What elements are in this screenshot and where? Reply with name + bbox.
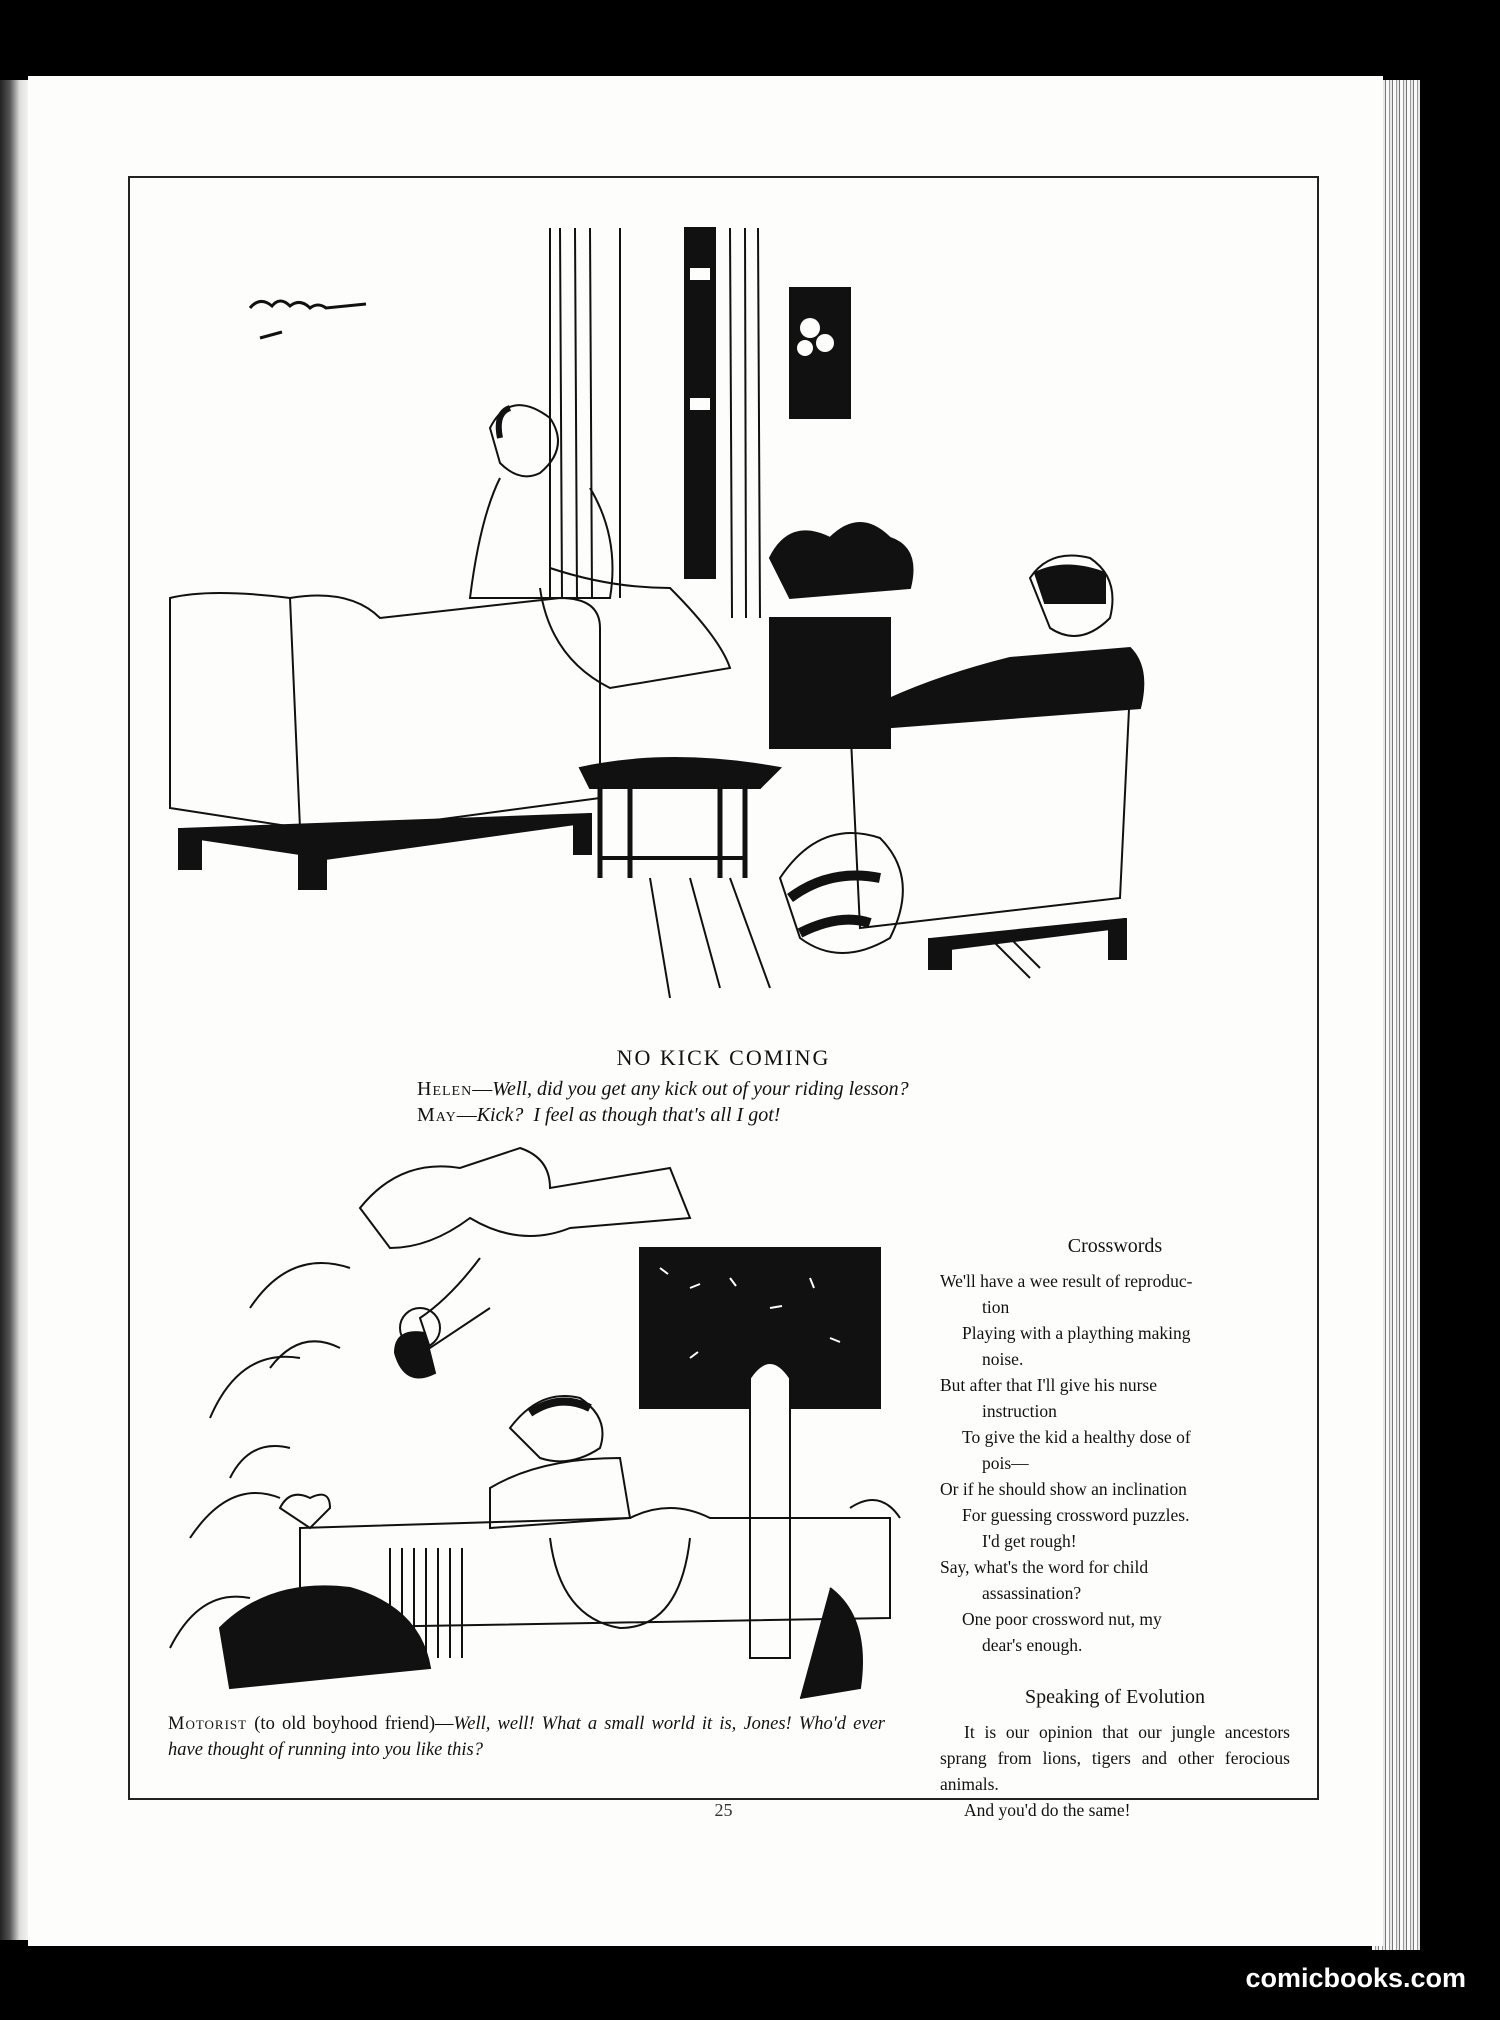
poem-line: Playing with a plaything making <box>962 1323 1191 1343</box>
motorist-line: Well, well! What a small world it is, Jones! Who'd ever have thought of running into you like this? <box>168 1714 885 1760</box>
helen-line: Well, did you get any kick out of your riding lesson? <box>492 1078 909 1100</box>
poem-line: For guessing crossword puzzles. <box>962 1505 1190 1525</box>
dialog-line-helen: Helen—Well, did you get any kick out of your riding lesson? <box>417 1078 909 1100</box>
dialog-line-may: May—Kick? I feel as though that's all I got! <box>417 1104 781 1126</box>
poem-line: To give the kid a healthy dose of <box>962 1427 1191 1447</box>
magazine-page <box>28 76 1383 1946</box>
may-line-a: Kick? <box>476 1104 524 1126</box>
poem-line: pois— <box>982 1453 1029 1473</box>
page-number: 25 <box>714 1800 733 1820</box>
book-spine <box>0 80 28 1940</box>
poem-line: We'll have a wee result of reproduc- <box>940 1271 1193 1291</box>
cartoon1-dialog <box>417 1076 909 1128</box>
cartoon1-title: NO KICK COMING <box>616 1045 831 1070</box>
may-line-b: I feel as though that's all I got! <box>533 1104 781 1126</box>
poem-line: noise. <box>982 1349 1024 1369</box>
motorist-aside: (to old boyhood friend)— <box>247 1714 454 1734</box>
crosswords-poem <box>940 1268 1290 1658</box>
poem-line: tion <box>982 1297 1010 1317</box>
page-border <box>128 176 1319 1820</box>
evolution-paragraph: It is our opinion that our jungle ancestors sprang from lions, tigers and other ferocious animals. <box>940 1722 1290 1794</box>
speaker-helen: Helen <box>417 1078 473 1100</box>
sidebar-column <box>940 1235 1290 1823</box>
poem-line: Or if he should show an inclination <box>940 1479 1187 1499</box>
speaker-may: May <box>417 1104 457 1126</box>
poem-line: Say, what's the word for child <box>940 1557 1149 1577</box>
poem-line: dear's enough. <box>982 1635 1083 1655</box>
poem-line: One poor crossword nut, my <box>962 1609 1162 1629</box>
crosswords-title: Crosswords <box>1067 1235 1163 1257</box>
site-watermark: comicbooks.com <box>1245 1963 1466 1993</box>
speaker-motorist: Motorist <box>168 1714 248 1734</box>
poem-line: I'd get rough! <box>982 1531 1077 1551</box>
poem-line: But after that I'll give his nurse <box>940 1375 1157 1395</box>
poem-line: assassination? <box>982 1583 1082 1603</box>
evolution-punchline: And you'd do the same! <box>964 1800 1131 1820</box>
evolution-title: Speaking of Evolution <box>1025 1686 1205 1708</box>
cartoon-motorist <box>170 1148 900 1698</box>
poem-line: instruction <box>982 1401 1057 1421</box>
cartoon2-caption <box>168 1711 885 1763</box>
cartoon-living-room <box>170 228 1143 998</box>
